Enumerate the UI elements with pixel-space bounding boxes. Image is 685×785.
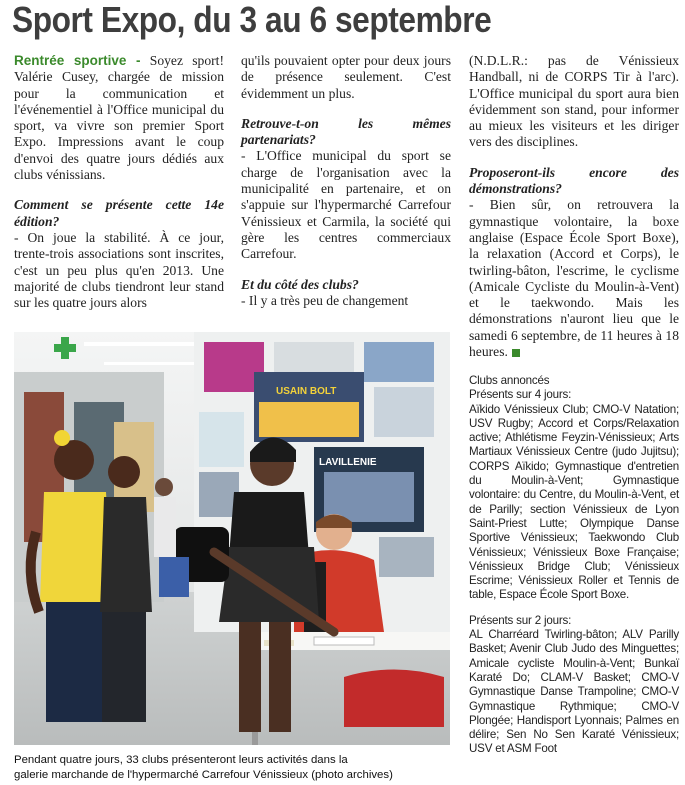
question-1: Comment se présente cette 14e édition?: [14, 197, 224, 229]
clubs-box: [469, 374, 679, 757]
question-3: Et du côté des clubs?: [241, 276, 359, 292]
clubs-title: Clubs annoncés: [469, 374, 550, 387]
poster-text-2: LAVILLENIE: [319, 457, 377, 468]
two-days-list: AL Charréard Twirling-bâton; ALV Parilly Basket; Avenir Club Judo des Minguettes; Amicale cycliste Moulin-à-Vent; Bunkaï Karaté Do; CLAM-V Basket; CMO-V Gymnastique Danse Trampoline; CMO-V Gymnastique Rythmique; CMO-V Plongée; Handisport Lyonnais; Palmes en délire; Sen No Sen Karaté Vénissieux; USV et ASM Foot: [469, 628, 679, 756]
kicker: Rentrée sportive -: [14, 53, 141, 68]
caption-line-1: Pendant quatre jours, 33 clubs présenteront leurs activités dans la: [14, 754, 348, 766]
caption-line-2: galerie marchande de l'hypermarché Carrefour Vénissieux (photo archives): [14, 769, 393, 781]
end-mark: [512, 349, 520, 357]
article-column-2: [241, 53, 451, 309]
headline: Sport Expo, du 3 au 6 septembre: [12, 0, 492, 40]
answer-1-continued: qu'ils pouvaient opter pour deux jours de présence seulement. C'est évidemment un plus.: [241, 53, 451, 101]
article-column-1: [14, 53, 224, 311]
event-photo: [14, 332, 450, 745]
question-2: Retrouve-t-on les mêmes partenariats?: [241, 115, 451, 148]
event-photo-illustration: [14, 332, 450, 745]
answer-1: - On joue la stabilité. À ce jour, trente-trois associations sont inscrites, c'est un peu plus qu'en 2013. Une majorité de clubs tiendront leur stand sur les quatre jours alors: [14, 229, 224, 311]
answer-3: - Il y a très peu de changement: [241, 292, 409, 308]
answer-2: - L'Office municipal du sport se charge de l'organisation avec la municipalité en partenaire, et on s'appuie sur l'hypermarché Carrefour Vénissieux et Carmila, la société qui gère les centres commerciaux Carrefour.: [241, 148, 451, 262]
article-column-3: [469, 53, 679, 360]
two-days-title: Présents sur 2 jours:: [469, 613, 572, 627]
intro-text: Soyez sport! Valérie Cusey, chargée de mission pour la communication et l'événementiel à l'Office municipal du sport, va vivre son premier Sport Expo. Impressions avant le coup d'envoi des quatre jours dédiés aux clubs vénissians.: [14, 53, 224, 183]
answer-3-continued: (N.D.L.R.: pas de Vénissieux Handball, ni de CORPS Tir à l'arc). L'Office municipal du sport aura bien évidemment son stand, pour informer au mieux les visiteurs et les diriger vers des disciplines.: [469, 53, 679, 150]
four-days-title: Présents sur 4 jours:: [469, 388, 572, 402]
four-days-list: Aïkido Vénissieux Club; CMO-V Natation; USV Rugby; Accord et Corps/Relaxation active; Athlétisme Feyzin-Vénissieux; Arts Martiaux Vénissieux Centre (judo Jujitsu); CORPS Aïkido; Gymnastique d'entretien du Moulin-à-Vent; Gymnastique volontaire: du Centre, du Moulin-à-Vent, et de Parilly; section Vénissieux de Lyon Saint-Priest Lutte; Olympique Danse Sportive Vénissieux; Taekwondo Club Vénissieux; Vénissieux Boxe Française; Vénissieux Bridge Club; Vénissieux Escrime; Vénissieux Roller et Tennis de table, Espace École Sport Boxe.: [469, 402, 679, 602]
intro-paragraph: [14, 53, 224, 183]
poster-text-1: USAIN BOLT: [276, 386, 337, 397]
question-4: Proposeront-ils encore des démonstrations?: [469, 164, 679, 197]
photo-caption: [14, 753, 454, 783]
answer-4: [469, 197, 679, 360]
answer-4-text: - Bien sûr, on retrouvera la gymnastique volontaire, la boxe anglaise (Espace École Sport Boxe), la relaxation (Accord et Corps), le twirling-bâton, l'escrime, le cyclisme (Amicale Cycliste du Moulin-à-Vent) et le taekwondo. Mais les démonstrations n'auront lieu que le samedi 6 septembre, de 11 heures à 18 heures.: [469, 197, 679, 360]
